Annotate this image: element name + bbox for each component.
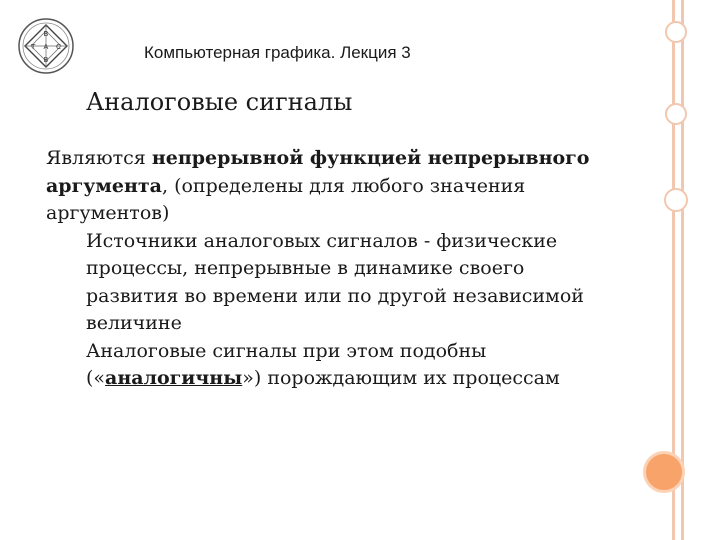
decorative-circle (665, 21, 687, 43)
logo-letter: С (56, 43, 61, 51)
bold-underlined-term: аналогичны (105, 367, 243, 389)
decorative-circle (665, 103, 687, 125)
decorative-line (681, 0, 684, 540)
paragraph-definition (46, 145, 680, 228)
slide-title: Аналоговые сигналы (86, 88, 353, 116)
text-line: Аналоговые сигналы при этом подобны (86, 339, 487, 362)
decorative-accent-circle (643, 451, 685, 493)
logo-icon (17, 17, 75, 75)
slide-header: Компьютерная графика. Лекция 3 (144, 43, 411, 62)
bold-term: аргумента (46, 174, 162, 197)
slide-body (0, 145, 680, 393)
bold-term: непрерывной функцией непрерывного (151, 147, 590, 169)
paragraph-sources (86, 228, 680, 338)
text-line (46, 173, 680, 201)
logo-letter: В (43, 56, 49, 64)
text-run: Являются (46, 147, 152, 169)
text-line: Источники аналоговых сигналов - физические (86, 229, 558, 252)
logo-letter: А (43, 43, 49, 51)
logo-letter: Т (31, 43, 36, 51)
text-line: аргументов) (46, 202, 170, 224)
logo-letter: В (43, 30, 49, 38)
text-run: ») порождающим их процессам (242, 367, 560, 389)
text-line (46, 145, 680, 173)
text-line: величине (86, 312, 182, 334)
text-run: (« (86, 367, 106, 389)
paragraph-analogy (86, 338, 680, 393)
text-line: процессы, непрерывные в динамике своего (86, 257, 525, 279)
text-run: , (определены для любого значения (162, 174, 526, 197)
text-line: развития во времени или по другой независимой (86, 284, 584, 307)
text-line (86, 365, 680, 393)
